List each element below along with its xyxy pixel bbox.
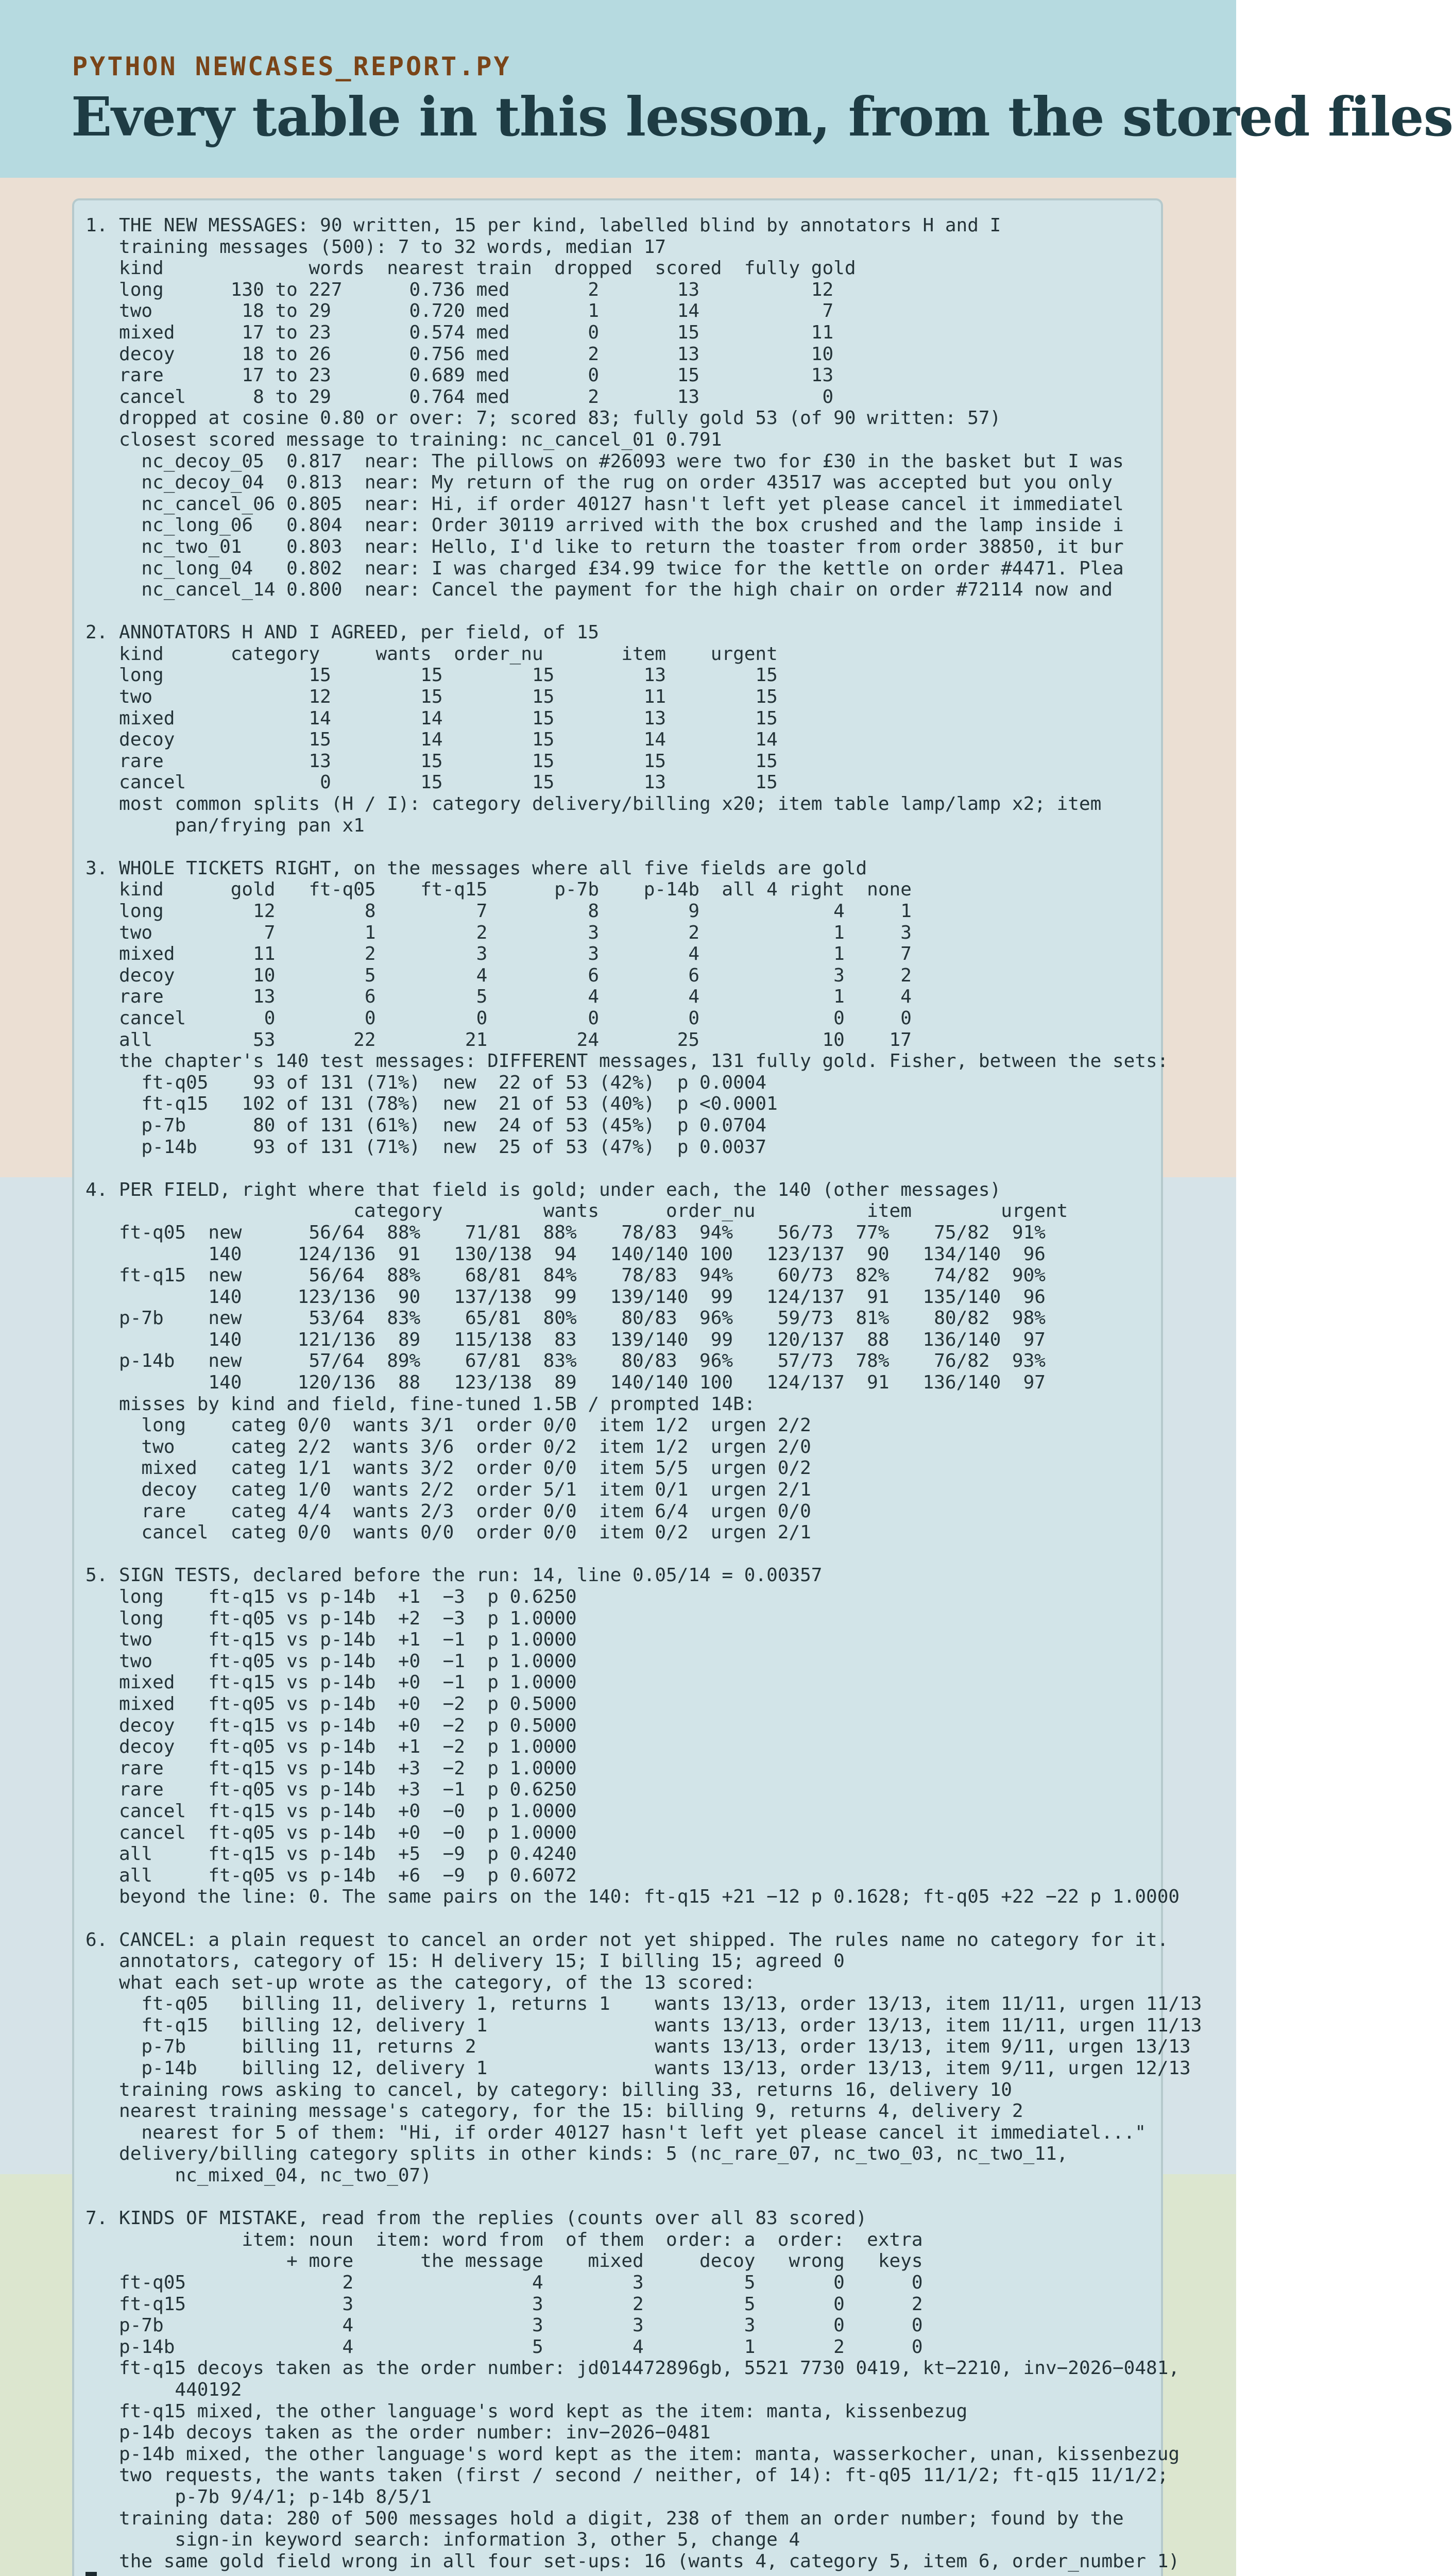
terminal-line: misses by kind and field, fine-tuned 1.5B / prompted 14B: <box>119 1393 756 1415</box>
terminal-line: 140 123/136 90 137/138 99 139/140 99 124/137 91 135/140 96 <box>208 1286 1046 1308</box>
terminal-line: long categ 0/0 wants 3/1 order 0/0 item 1/2 urgen 2/2 <box>141 1415 811 1436</box>
terminal-line: kind gold ft-q05 ft-q15 p-7b p-14b all 4 right none <box>119 879 912 901</box>
terminal-line: kind category wants order_nu item urgent <box>119 643 778 665</box>
terminal-line: p-14b 4 5 4 1 2 0 <box>119 2336 923 2358</box>
terminal-line: the chapter's 140 test messages: DIFFERENT messages, 131 fully gold. Fisher, between the sets: <box>119 1050 1169 1072</box>
terminal-lines <box>86 215 1202 2572</box>
terminal-line: decoy categ 1/0 wants 2/2 order 5/1 item 0/1 urgen 2/1 <box>141 1479 811 1501</box>
terminal-line: ft-q05 billing 11, delivery 1, returns 1 wants 13/13, order 13/13, item 11/11, urgen 11/13 <box>141 1993 1202 2015</box>
terminal-line: two 18 to 29 0.720 med 1 14 7 <box>119 300 834 322</box>
terminal-line: nc_long_04 0.802 near: I was charged £34.99 twice for the kettle on order #4471. Plea <box>141 557 1124 579</box>
terminal-line: ft-q05 new 56/64 88% 71/81 88% 78/83 94% 56/73 77% 75/82 91% <box>119 1222 1046 1243</box>
terminal-line: mixed 14 14 15 13 15 <box>119 707 778 729</box>
terminal-line: nc_two_01 0.803 near: Hello, I'd like to return the toaster from order 38850, it bur <box>141 536 1124 557</box>
terminal-line: rare 17 to 23 0.689 med 0 15 13 <box>119 365 834 386</box>
terminal-line: p-7b 4 3 3 3 0 0 <box>119 2315 923 2336</box>
terminal-line: cancel ft-q05 vs p-14b +0 −0 p 1.0000 <box>119 1822 577 1843</box>
terminal-line: long ft-q05 vs p-14b +2 −3 p 1.0000 <box>119 1607 577 1629</box>
terminal-line: p-14b decoys taken as the order number: inv−2026−0481 <box>119 2422 711 2444</box>
terminal-line: what each set-up wrote as the category, of the 13 scored: <box>119 1972 756 1993</box>
terminal-line: kind words nearest train dropped scored fully gold <box>119 258 856 279</box>
terminal-line: p-7b 80 of 131 (61%) new 24 of 53 (45%) p 0.0704 <box>141 1114 767 1136</box>
terminal-line: p-7b new 53/64 83% 65/81 80% 80/83 96% 59/73 81% 80/82 98% <box>119 1308 1046 1329</box>
terminal-line: rare 13 6 5 4 4 1 4 <box>119 986 912 1008</box>
terminal-line: nc_cancel_06 0.805 near: Hi, if order 40127 hasn't left yet please cancel it immediatel <box>141 493 1124 515</box>
terminal-line: cancel categ 0/0 wants 0/0 order 0/0 item 0/2 urgen 2/1 <box>141 1522 811 1544</box>
terminal-line: all ft-q05 vs p-14b +6 −9 p 0.6072 <box>119 1865 577 1886</box>
terminal-line: two requests, the wants taken (first / second / neither, of 14): ft-q05 11/1/2; ft-q15 11/1/2; <box>119 2465 1169 2486</box>
terminal-line: 140 120/136 88 123/138 89 140/140 100 124/137 91 136/140 97 <box>208 1372 1046 1394</box>
terminal-line: all ft-q15 vs p-14b +5 −9 p 0.4240 <box>119 1843 577 1865</box>
terminal-line: nc_mixed_04, nc_two_07) <box>175 2165 432 2187</box>
terminal-line: all 53 22 21 24 25 10 17 <box>119 1029 912 1050</box>
terminal-line: 7. KINDS OF MISTAKE, read from the replies (counts over all 83 scored) <box>86 2208 867 2229</box>
terminal-line: p-14b new 57/64 89% 67/81 83% 80/83 96% 57/73 78% 76/82 93% <box>119 1350 1046 1372</box>
terminal-line: p-7b billing 11, returns 2 wants 13/13, order 13/13, item 9/11, urgen 13/13 <box>141 2036 1191 2058</box>
terminal-line: category wants order_nu item urgent <box>353 1200 1068 1222</box>
terminal-line: cancel 0 15 15 13 15 <box>119 772 778 793</box>
terminal-line: mixed 17 to 23 0.574 med 0 15 11 <box>119 321 834 343</box>
terminal-line: nc_long_06 0.804 near: Order 30119 arrived with the box crushed and the lamp inside i <box>141 515 1124 536</box>
terminal-line: two ft-q15 vs p-14b +1 −1 p 1.0000 <box>119 1629 577 1651</box>
terminal-line: ft-q15 mixed, the other language's word kept as the item: manta, kissenbezug <box>119 2400 968 2422</box>
cursor-icon <box>86 2572 97 2576</box>
terminal-line: two ft-q05 vs p-14b +0 −1 p 1.0000 <box>119 1650 577 1672</box>
terminal-line: two 12 15 15 11 15 <box>119 686 778 708</box>
terminal-line: nc_decoy_04 0.813 near: My return of the rug on order 43517 was accepted but you only <box>141 472 1113 494</box>
terminal-line: cancel 0 0 0 0 0 0 0 <box>119 1007 912 1029</box>
terminal-line: 3. WHOLE TICKETS RIGHT, on the messages where all five fields are gold <box>86 857 867 879</box>
terminal-line: + more the message mixed decoy wrong keys <box>286 2250 923 2272</box>
terminal-line: long 130 to 227 0.736 med 2 13 12 <box>119 279 834 300</box>
terminal-line: two 7 1 2 3 2 1 3 <box>119 922 912 943</box>
terminal-line: closest scored message to training: nc_cancel_01 0.791 <box>119 429 722 450</box>
terminal-line: 6. CANCEL: a plain request to cancel an order not yet shipped. The rules name no category for it. <box>86 1929 1169 1951</box>
terminal-line: two categ 2/2 wants 3/6 order 0/2 item 1/2 urgen 2/0 <box>141 1436 811 1458</box>
terminal-line: 140 124/136 91 130/138 94 140/140 100 123/137 90 134/140 96 <box>208 1243 1046 1265</box>
terminal-line: nearest training message's category, for the 15: billing 9, returns 4, delivery 2 <box>119 2100 1023 2122</box>
terminal-line: ft-q15 decoys taken as the order number: jd014472896gb, 5521 7730 0419, kt−2210, inv−2026−0481, <box>119 2358 1180 2379</box>
terminal-line: ft-q15 102 of 131 (78%) new 21 of 53 (40%) p <0.0001 <box>141 1093 778 1115</box>
terminal-line: p-14b 93 of 131 (71%) new 25 of 53 (47%) p 0.0037 <box>141 1136 767 1158</box>
terminal-line: decoy ft-q15 vs p-14b +0 −2 p 0.5000 <box>119 1715 577 1736</box>
terminal-line: pan/frying pan x1 <box>175 815 365 836</box>
terminal-line: mixed ft-q05 vs p-14b +0 −2 p 0.5000 <box>119 1693 577 1715</box>
terminal-line: rare ft-q15 vs p-14b +3 −2 p 1.0000 <box>119 1757 577 1779</box>
terminal-line: annotators, category of 15: H delivery 15; I billing 15; agreed 0 <box>119 1951 845 1972</box>
terminal-line: 1. THE NEW MESSAGES: 90 written, 15 per kind, labelled blind by annotators H and I <box>86 215 1001 236</box>
terminal-line: cancel 8 to 29 0.764 med 2 13 0 <box>119 386 834 408</box>
command-kicker: PYTHON NEWCASES_REPORT.PY <box>72 52 511 81</box>
terminal-line: rare ft-q05 vs p-14b +3 −1 p 0.6250 <box>119 1779 577 1801</box>
terminal-line: 2. ANNOTATORS H AND I AGREED, per field, of 15 <box>86 622 599 643</box>
terminal-line: the same gold field wrong in all four set-ups: 16 (wants 4, category 5, item 6, order_number 1) <box>119 2550 1180 2572</box>
terminal-line: dropped at cosine 0.80 or over: 7; scored 83; fully gold 53 (of 90 written: 57) <box>119 408 1001 429</box>
terminal-line: most common splits (H / I): category delivery/billing x20; item table lamp/lamp x2; item <box>119 793 1102 815</box>
terminal-line: cancel ft-q15 vs p-14b +0 −0 p 1.0000 <box>119 1800 577 1822</box>
terminal-line: ft-q15 3 3 2 5 0 2 <box>119 2293 923 2315</box>
terminal-line: nc_cancel_14 0.800 near: Cancel the payment for the high chair on order #72114 now and <box>141 579 1113 601</box>
terminal-line: 4. PER FIELD, right where that field is gold; under each, the 140 (other messages) <box>86 1179 1001 1200</box>
terminal-line: rare categ 4/4 wants 2/3 order 0/0 item 6/4 urgen 0/0 <box>141 1500 811 1522</box>
page-title: Every table in this lesson, from the stored files <box>71 85 1453 148</box>
terminal-line: item: noun item: word from of them order: a order: extra <box>242 2229 923 2250</box>
terminal-line: ft-q05 2 4 3 5 0 0 <box>119 2272 923 2293</box>
terminal-line: sign-in keyword search: information 3, other 5, change 4 <box>175 2529 800 2551</box>
terminal-line: decoy 15 14 15 14 14 <box>119 729 778 751</box>
terminal-line: ft-q05 93 of 131 (71%) new 22 of 53 (42%) p 0.0004 <box>141 1072 767 1093</box>
terminal-line: p-14b billing 12, delivery 1 wants 13/13, order 13/13, item 9/11, urgen 12/13 <box>141 2058 1191 2079</box>
terminal-line: training rows asking to cancel, by category: billing 33, returns 16, delivery 10 <box>119 2079 1012 2100</box>
terminal-line: p-14b mixed, the other language's word kept as the item: manta, wasserkocher, unan, kissenbezug <box>119 2443 1180 2465</box>
terminal-line: nearest for 5 of them: "Hi, if order 40127 hasn't left yet please cancel it immediatel..." <box>141 2122 1147 2143</box>
terminal-line: ft-q15 new 56/64 88% 68/81 84% 78/83 94% 60/73 82% 74/82 90% <box>119 1265 1046 1286</box>
terminal-line: beyond the line: 0. The same pairs on the 140: ft-q15 +21 −12 p 0.1628; ft-q05 +22 −22 p 1.0000 <box>119 1886 1180 1908</box>
terminal-line: nc_decoy_05 0.817 near: The pillows on #26093 were two for £30 in the basket but I was <box>141 450 1124 472</box>
terminal-line: training messages (500): 7 to 32 words, median 17 <box>119 236 666 258</box>
terminal-line: 440192 <box>175 2379 242 2400</box>
terminal-line: long ft-q15 vs p-14b +1 −3 p 0.6250 <box>119 1586 577 1607</box>
terminal-line: decoy ft-q05 vs p-14b +1 −2 p 1.0000 <box>119 1736 577 1758</box>
terminal-line: mixed 11 2 3 3 4 1 7 <box>119 943 912 965</box>
terminal-line: mixed ft-q15 vs p-14b +0 −1 p 1.0000 <box>119 1672 577 1693</box>
terminal-line: long 15 15 15 13 15 <box>119 665 778 686</box>
terminal-line: decoy 10 5 4 6 6 3 2 <box>119 964 912 986</box>
terminal-line: long 12 8 7 8 9 4 1 <box>119 901 912 922</box>
terminal-line: 140 121/136 89 115/138 83 139/140 99 120/137 88 136/140 97 <box>208 1329 1046 1350</box>
terminal-line: rare 13 15 15 15 15 <box>119 750 778 772</box>
terminal-line: delivery/billing category splits in other kinds: 5 (nc_rare_07, nc_two_03, nc_two_11, <box>119 2143 1068 2165</box>
terminal-line: ft-q15 billing 12, delivery 1 wants 13/13, order 13/13, item 11/11, urgen 11/13 <box>141 2014 1202 2036</box>
terminal-window[interactable] <box>72 198 1202 2576</box>
terminal-output[interactable] <box>86 215 1202 2576</box>
terminal-line: decoy 18 to 26 0.756 med 2 13 10 <box>119 343 834 365</box>
terminal-line: p-7b 9/4/1; p-14b 8/5/1 <box>175 2486 432 2507</box>
terminal-line: mixed categ 1/1 wants 3/2 order 0/0 item 5/5 urgen 0/2 <box>141 1458 811 1479</box>
terminal-line: training data: 280 of 500 messages hold a digit, 238 of them an order number; found by the <box>119 2507 1124 2529</box>
terminal-line: 5. SIGN TESTS, declared before the run: 14, line 0.05/14 = 0.00357 <box>86 1565 823 1586</box>
